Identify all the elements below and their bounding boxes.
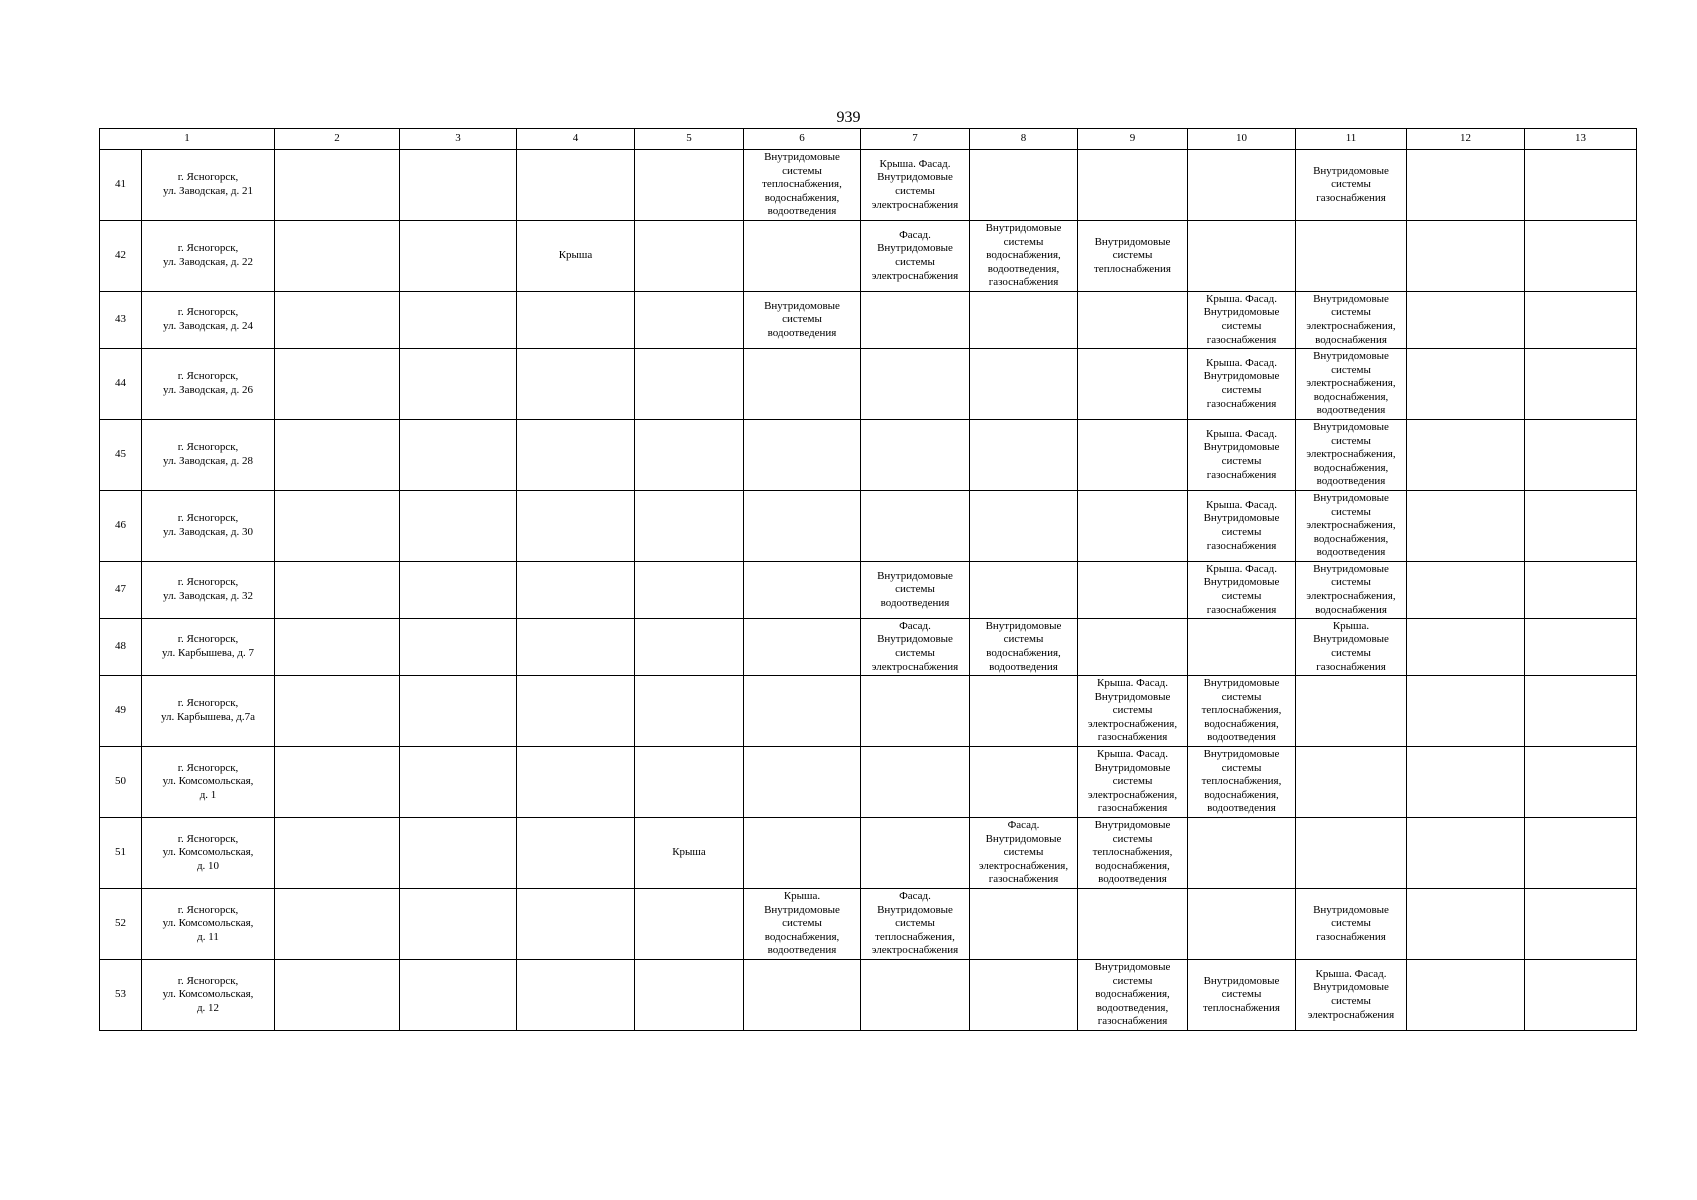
column-number-8: 8: [970, 129, 1078, 150]
row-number-cell: 45: [100, 420, 142, 491]
work-cell-col-10: Крыша. Фасад. Внутридомовые системы газоснабжения: [1188, 292, 1296, 349]
work-cell-col-13: [1525, 619, 1637, 676]
work-cell-col-13: [1525, 676, 1637, 747]
column-number-2: 2: [275, 129, 400, 150]
work-cell-col-7: Внутридомовые системы водоотведения: [861, 562, 970, 619]
work-cell-col-9: [1078, 619, 1188, 676]
work-cell-col-13: [1525, 562, 1637, 619]
work-cell-col-12: [1407, 491, 1525, 562]
column-number-10: 10: [1188, 129, 1296, 150]
work-cell-col-9: Внутридомовые системы теплоснабжения: [1078, 221, 1188, 292]
work-cell-col-7: Фасад. Внутридомовые системы электроснабжения: [861, 221, 970, 292]
work-cell-col-12: [1407, 292, 1525, 349]
work-cell-col-10: [1188, 818, 1296, 889]
work-cell-col-7: [861, 818, 970, 889]
work-cell-col-3: [400, 960, 517, 1031]
table-row: [100, 221, 1637, 292]
address-cell: г. Ясногорск, ул. Заводская, д. 21: [142, 150, 275, 221]
work-cell-col-6: [744, 619, 861, 676]
work-cell-col-5: [635, 420, 744, 491]
work-cell-col-8: [970, 889, 1078, 960]
work-cell-col-11: Внутридомовые системы электроснабжения, водоснабжения: [1296, 562, 1407, 619]
work-cell-col-6: [744, 420, 861, 491]
row-number-cell: 41: [100, 150, 142, 221]
table-row: [100, 747, 1637, 818]
work-cell-col-5: [635, 747, 744, 818]
work-cell-col-8: [970, 960, 1078, 1031]
work-cell-col-7: Фасад. Внутридомовые системы теплоснабжения, электроснабжения: [861, 889, 970, 960]
row-number-cell: 52: [100, 889, 142, 960]
work-cell-col-8: [970, 491, 1078, 562]
work-cell-col-7: [861, 292, 970, 349]
column-number-3: 3: [400, 129, 517, 150]
work-cell-col-2: [275, 960, 400, 1031]
work-cell-col-4: [517, 349, 635, 420]
work-cell-col-11: Внутридомовые системы электроснабжения, водоснабжения, водоотведения: [1296, 349, 1407, 420]
row-number-cell: 43: [100, 292, 142, 349]
work-cell-col-5: [635, 676, 744, 747]
row-number-cell: 42: [100, 221, 142, 292]
table-row: [100, 349, 1637, 420]
column-number-6: 6: [744, 129, 861, 150]
address-cell: г. Ясногорск, ул. Заводская, д. 30: [142, 491, 275, 562]
work-cell-col-3: [400, 491, 517, 562]
address-cell: г. Ясногорск, ул. Заводская, д. 28: [142, 420, 275, 491]
address-cell: г. Ясногорск, ул. Карбышева, д. 7: [142, 619, 275, 676]
table-row: [100, 292, 1637, 349]
work-cell-col-6: [744, 349, 861, 420]
work-cell-col-3: [400, 150, 517, 221]
work-cell-col-3: [400, 420, 517, 491]
work-cell-col-4: [517, 150, 635, 221]
work-cell-col-10: Крыша. Фасад. Внутридомовые системы газоснабжения: [1188, 491, 1296, 562]
work-cell-col-11: [1296, 221, 1407, 292]
work-cell-col-2: [275, 676, 400, 747]
work-cell-col-5: [635, 562, 744, 619]
work-cell-col-4: [517, 420, 635, 491]
work-cell-col-4: Крыша: [517, 221, 635, 292]
work-cell-col-7: Крыша. Фасад. Внутридомовые системы электроснабжения: [861, 150, 970, 221]
work-cell-col-3: [400, 619, 517, 676]
address-cell: г. Ясногорск, ул. Комсомольская, д. 10: [142, 818, 275, 889]
work-cell-col-11: Внутридомовые системы газоснабжения: [1296, 889, 1407, 960]
work-cell-col-4: [517, 818, 635, 889]
work-cell-col-5: Крыша: [635, 818, 744, 889]
work-cell-col-6: [744, 491, 861, 562]
work-cell-col-2: [275, 889, 400, 960]
work-cell-col-13: [1525, 960, 1637, 1031]
table-row: [100, 420, 1637, 491]
work-cell-col-13: [1525, 150, 1637, 221]
work-cell-col-3: [400, 562, 517, 619]
work-cell-col-11: Крыша. Фасад. Внутридомовые системы электроснабжения: [1296, 960, 1407, 1031]
work-cell-col-9: Крыша. Фасад. Внутридомовые системы электроснабжения, газоснабжения: [1078, 676, 1188, 747]
work-cell-col-5: [635, 292, 744, 349]
work-cell-col-6: [744, 818, 861, 889]
work-cell-col-12: [1407, 221, 1525, 292]
column-number-row: [100, 129, 1637, 150]
work-cell-col-7: Фасад. Внутридомовые системы электроснабжения: [861, 619, 970, 676]
column-number-9: 9: [1078, 129, 1188, 150]
work-cell-col-10: Крыша. Фасад. Внутридомовые системы газоснабжения: [1188, 420, 1296, 491]
work-cell-col-10: [1188, 221, 1296, 292]
work-cell-col-8: [970, 349, 1078, 420]
work-cell-col-3: [400, 349, 517, 420]
work-cell-col-9: Внутридомовые системы теплоснабжения, водоснабжения, водоотведения: [1078, 818, 1188, 889]
work-cell-col-5: [635, 889, 744, 960]
work-cell-col-4: [517, 889, 635, 960]
work-cell-col-6: Крыша. Внутридомовые системы водоснабжения, водоотведения: [744, 889, 861, 960]
work-cell-col-10: Внутридомовые системы теплоснабжения: [1188, 960, 1296, 1031]
work-cell-col-2: [275, 619, 400, 676]
work-cell-col-8: [970, 676, 1078, 747]
address-cell: г. Ясногорск, ул. Комсомольская, д. 12: [142, 960, 275, 1031]
table-row: [100, 150, 1637, 221]
work-cell-col-4: [517, 676, 635, 747]
column-number-4: 4: [517, 129, 635, 150]
work-cell-col-9: [1078, 491, 1188, 562]
page-number: 939: [836, 109, 861, 126]
work-cell-col-12: [1407, 619, 1525, 676]
work-cell-col-13: [1525, 889, 1637, 960]
work-cell-col-4: [517, 747, 635, 818]
row-number-cell: 46: [100, 491, 142, 562]
work-cell-col-7: [861, 960, 970, 1031]
work-cell-col-11: [1296, 747, 1407, 818]
work-cell-col-6: [744, 562, 861, 619]
work-cell-col-12: [1407, 889, 1525, 960]
work-cell-col-13: [1525, 491, 1637, 562]
table-row: [100, 619, 1637, 676]
work-cell-col-6: Внутридомовые системы водоотведения: [744, 292, 861, 349]
work-cell-col-11: Внутридомовые системы электроснабжения, водоснабжения, водоотведения: [1296, 420, 1407, 491]
work-cell-col-6: [744, 960, 861, 1031]
work-cell-col-2: [275, 349, 400, 420]
work-cell-col-8: [970, 150, 1078, 221]
column-number-12: 12: [1407, 129, 1525, 150]
work-cell-col-10: Внутридомовые системы теплоснабжения, водоснабжения, водоотведения: [1188, 676, 1296, 747]
work-cell-col-11: Внутридомовые системы электроснабжения, водоснабжения, водоотведения: [1296, 491, 1407, 562]
work-cell-col-7: [861, 747, 970, 818]
work-cell-col-9: Крыша. Фасад. Внутридомовые системы электроснабжения, газоснабжения: [1078, 747, 1188, 818]
work-cell-col-3: [400, 747, 517, 818]
row-number-cell: 44: [100, 349, 142, 420]
row-number-cell: 48: [100, 619, 142, 676]
table-row: [100, 562, 1637, 619]
work-cell-col-10: [1188, 150, 1296, 221]
work-cell-col-2: [275, 818, 400, 889]
work-cell-col-10: Внутридомовые системы теплоснабжения, водоснабжения, водоотведения: [1188, 747, 1296, 818]
work-cell-col-4: [517, 491, 635, 562]
work-cell-col-8: [970, 747, 1078, 818]
column-number-5: 5: [635, 129, 744, 150]
work-cell-col-13: [1525, 349, 1637, 420]
work-cell-col-9: [1078, 150, 1188, 221]
work-cell-col-12: [1407, 420, 1525, 491]
work-cell-col-13: [1525, 292, 1637, 349]
work-cell-col-8: [970, 292, 1078, 349]
work-cell-col-9: [1078, 420, 1188, 491]
column-number-1: 1: [100, 129, 275, 150]
work-cell-col-13: [1525, 818, 1637, 889]
work-cell-col-7: [861, 491, 970, 562]
address-cell: г. Ясногорск, ул. Комсомольская, д. 1: [142, 747, 275, 818]
work-cell-col-6: [744, 747, 861, 818]
work-cell-col-12: [1407, 818, 1525, 889]
address-cell: г. Ясногорск, ул. Заводская, д. 32: [142, 562, 275, 619]
work-cell-col-11: Внутридомовые системы электроснабжения, водоснабжения: [1296, 292, 1407, 349]
work-cell-col-12: [1407, 960, 1525, 1031]
work-cell-col-8: Внутридомовые системы водоснабжения, водоотведения: [970, 619, 1078, 676]
work-cell-col-8: [970, 562, 1078, 619]
work-cell-col-11: Крыша. Внутридомовые системы газоснабжения: [1296, 619, 1407, 676]
work-cell-col-6: [744, 676, 861, 747]
work-cell-col-9: [1078, 562, 1188, 619]
table-row: [100, 491, 1637, 562]
work-cell-col-13: [1525, 221, 1637, 292]
address-cell: г. Ясногорск, ул. Карбышева, д.7а: [142, 676, 275, 747]
address-cell: г. Ясногорск, ул. Заводская, д. 24: [142, 292, 275, 349]
work-cell-col-11: [1296, 818, 1407, 889]
table-row: [100, 889, 1637, 960]
work-cell-col-5: [635, 221, 744, 292]
row-number-cell: 49: [100, 676, 142, 747]
address-cell: г. Ясногорск, ул. Заводская, д. 22: [142, 221, 275, 292]
work-cell-col-7: [861, 676, 970, 747]
work-cell-col-4: [517, 562, 635, 619]
work-cell-col-5: [635, 619, 744, 676]
row-number-cell: 53: [100, 960, 142, 1031]
work-cell-col-9: Внутридомовые системы водоснабжения, водоотведения, газоснабжения: [1078, 960, 1188, 1031]
work-cell-col-3: [400, 818, 517, 889]
work-cell-col-5: [635, 150, 744, 221]
work-cell-col-2: [275, 150, 400, 221]
work-cell-col-2: [275, 747, 400, 818]
work-cell-col-12: [1407, 747, 1525, 818]
address-cell: г. Ясногорск, ул. Заводская, д. 26: [142, 349, 275, 420]
table-row: [100, 960, 1637, 1031]
work-cell-col-9: [1078, 292, 1188, 349]
work-cell-col-8: [970, 420, 1078, 491]
work-cell-col-12: [1407, 562, 1525, 619]
table-body: [100, 129, 1637, 1031]
work-cell-col-5: [635, 960, 744, 1031]
row-number-cell: 51: [100, 818, 142, 889]
column-number-13: 13: [1525, 129, 1637, 150]
work-cell-col-7: [861, 420, 970, 491]
work-cell-col-13: [1525, 747, 1637, 818]
work-cell-col-4: [517, 619, 635, 676]
row-number-cell: 47: [100, 562, 142, 619]
work-cell-col-10: Крыша. Фасад. Внутридомовые системы газоснабжения: [1188, 349, 1296, 420]
work-cell-col-11: Внутридомовые системы газоснабжения: [1296, 150, 1407, 221]
work-cell-col-3: [400, 221, 517, 292]
work-cell-col-7: [861, 349, 970, 420]
table-row: [100, 818, 1637, 889]
work-cell-col-6: [744, 221, 861, 292]
row-number-cell: 50: [100, 747, 142, 818]
work-cell-col-10: [1188, 889, 1296, 960]
column-number-7: 7: [861, 129, 970, 150]
work-cell-col-2: [275, 221, 400, 292]
repair-schedule-table: [99, 128, 1637, 1031]
work-cell-col-8: Фасад. Внутридомовые системы электроснабжения, газоснабжения: [970, 818, 1078, 889]
work-cell-col-12: [1407, 150, 1525, 221]
table-row: [100, 676, 1637, 747]
work-cell-col-6: Внутридомовые системы теплоснабжения, водоснабжения, водоотведения: [744, 150, 861, 221]
work-cell-col-2: [275, 420, 400, 491]
work-cell-col-3: [400, 292, 517, 349]
work-cell-col-2: [275, 292, 400, 349]
work-cell-col-8: Внутридомовые системы водоснабжения, водоотведения, газоснабжения: [970, 221, 1078, 292]
work-cell-col-3: [400, 889, 517, 960]
work-cell-col-10: Крыша. Фасад. Внутридомовые системы газоснабжения: [1188, 562, 1296, 619]
address-cell: г. Ясногорск, ул. Комсомольская, д. 11: [142, 889, 275, 960]
work-cell-col-3: [400, 676, 517, 747]
work-cell-col-2: [275, 562, 400, 619]
work-cell-col-9: [1078, 349, 1188, 420]
work-cell-col-5: [635, 349, 744, 420]
work-cell-col-13: [1525, 420, 1637, 491]
work-cell-col-12: [1407, 676, 1525, 747]
work-cell-col-12: [1407, 349, 1525, 420]
work-cell-col-4: [517, 960, 635, 1031]
work-cell-col-9: [1078, 889, 1188, 960]
work-cell-col-2: [275, 491, 400, 562]
work-cell-col-11: [1296, 676, 1407, 747]
column-number-11: 11: [1296, 129, 1407, 150]
work-cell-col-5: [635, 491, 744, 562]
work-cell-col-10: [1188, 619, 1296, 676]
work-cell-col-4: [517, 292, 635, 349]
